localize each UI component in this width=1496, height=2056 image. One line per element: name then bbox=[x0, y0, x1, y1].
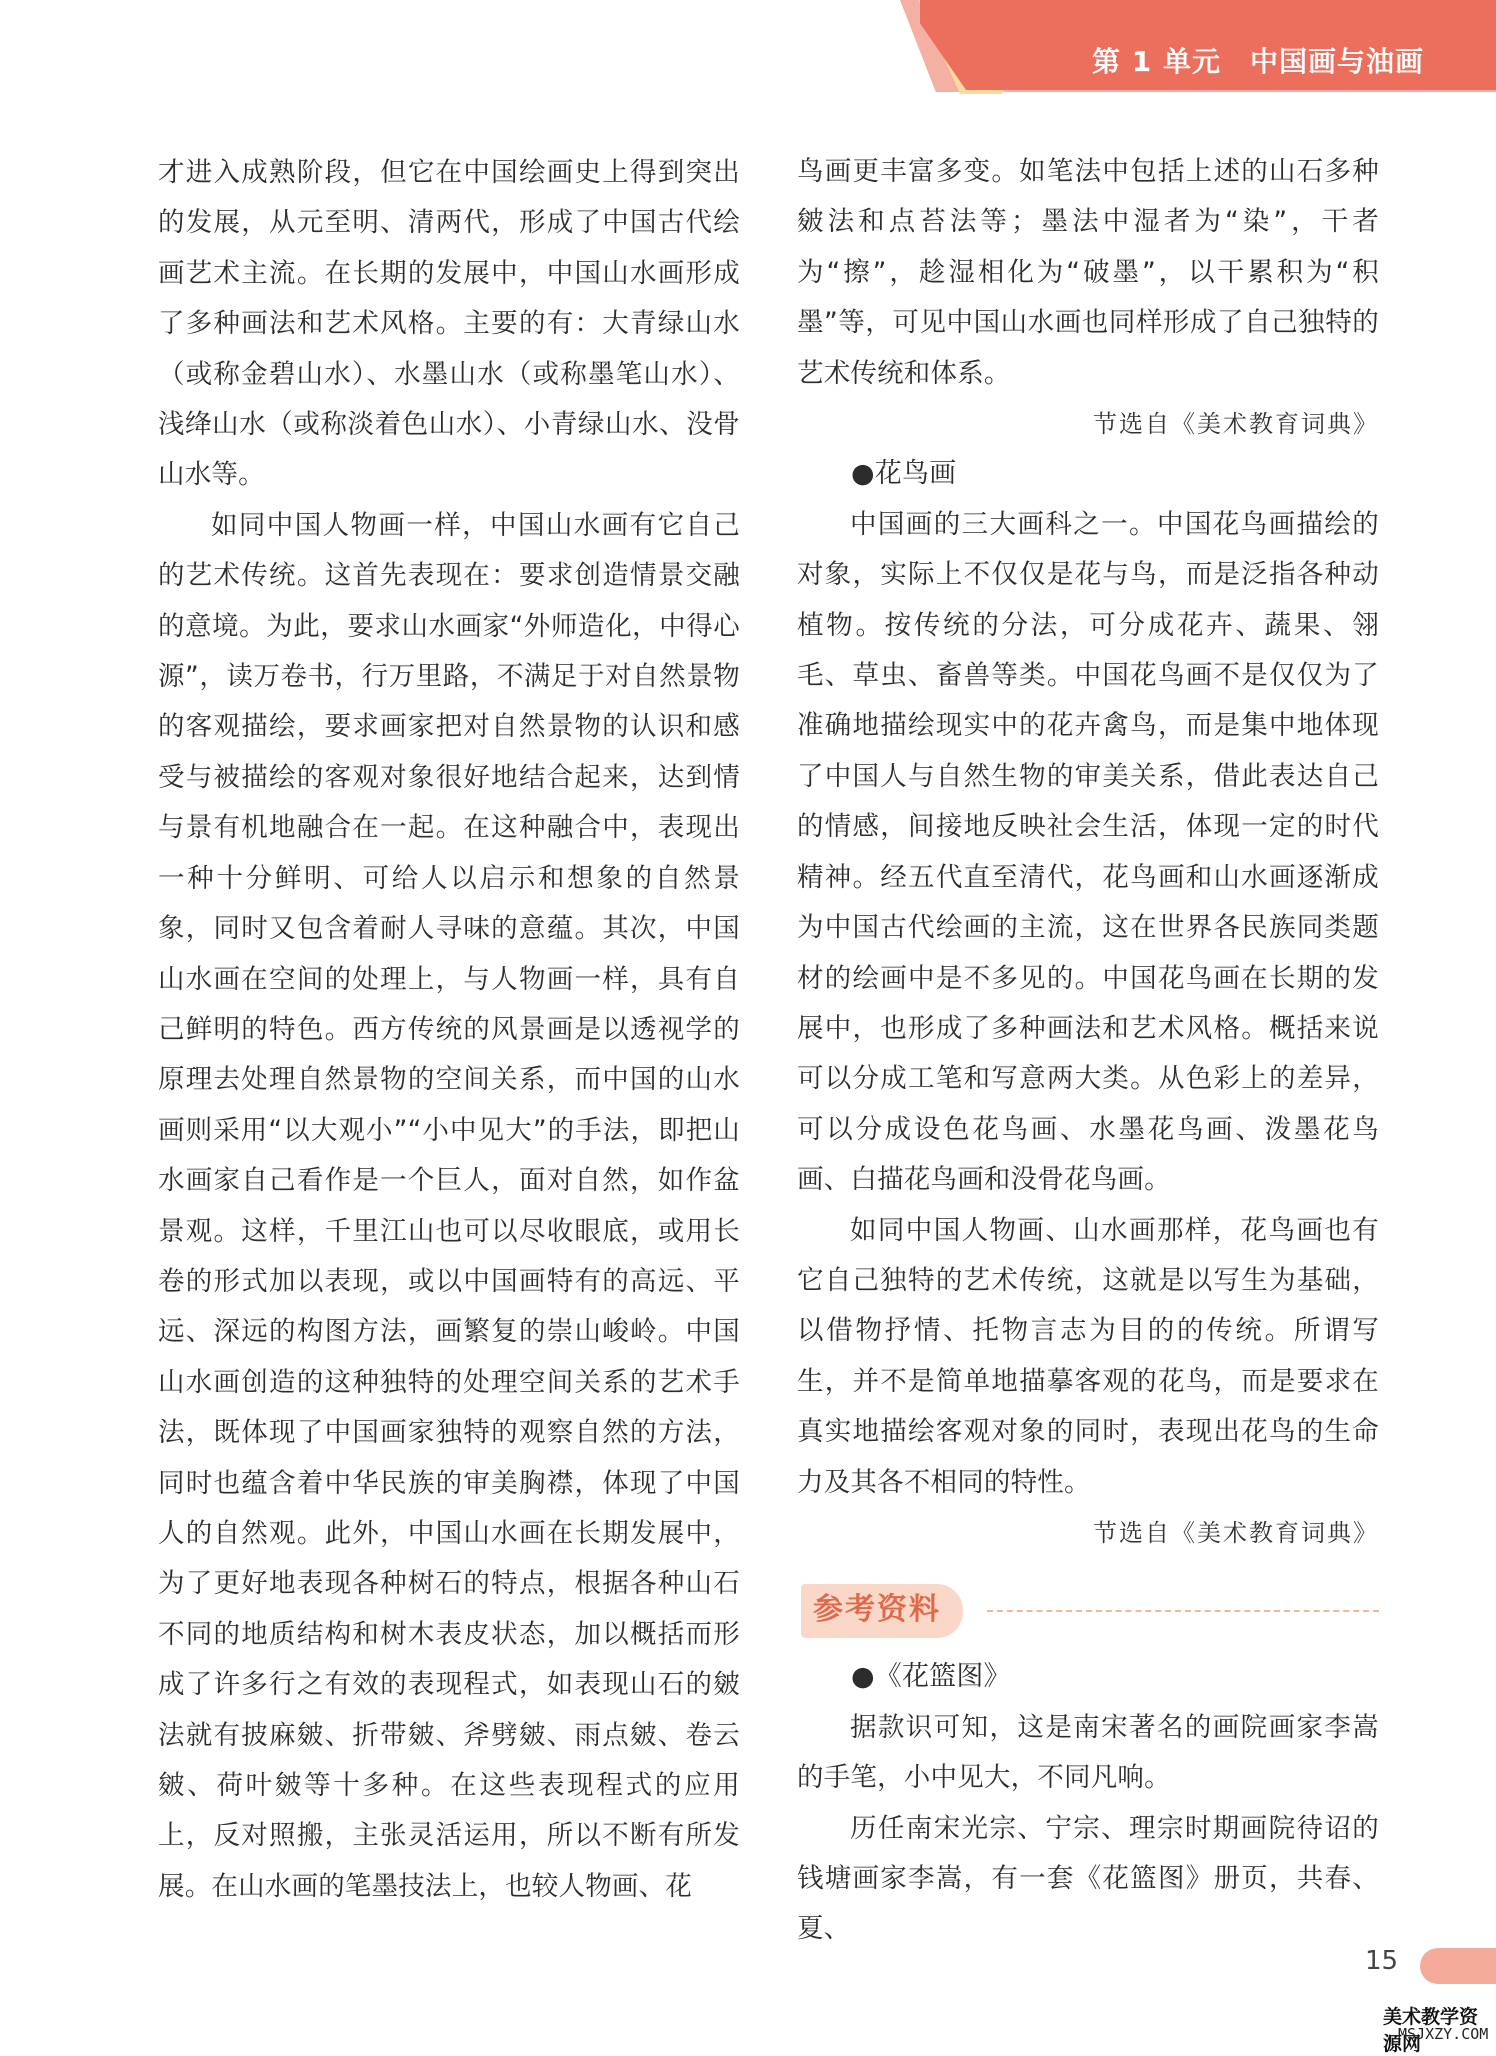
paragraph: 如同中国人物画、山水画那样，花鸟画也有它自己独特的艺术传统，这就是以写生为基础，以借物抒情、托物言志为目的的传统。所谓写生，并不是简单地描摹客观的花鸟，而是要求在真实地描绘客观对象的同时，表现出花鸟的生命力及其各不相同的特性。 bbox=[797, 1214, 1379, 1498]
paragraph: 如同中国人物画一样，中国山水画有它自己的艺术传统。这首先表现在：要求创造情景交融的意境。为此，要求山水画家“外师造化，中得心源”，读万卷书，行万里路，不满足于对自然景物的客观描绘，要求画家把对自然景物的认识和感受与被描绘的客观对象很好地结合起来，达到情与景有机地融合在一起。在这种融合中，表现出一种十分鲜明、可给人以启示和想象的自然景象，同时又包含着耐人寻味的意蕴。其次，中国山水画在空间的处理上，与人物画一样，具有自己鲜明的特色。西方传统的风景画是以透视学的原理去处理自然景物的空间关系，而中国的山水画则采用“以大观小”“小中见大”的手法，即把山水画家自己看作是一个巨人，面对自然，如作盆景观。这样，千里江山也可以尽收眼底，或用长卷的形式加以表现，或以中国画特有的高远、平远、深远的构图方法，画繁复的崇山峻岭。中国山水画创造的这种独特的处理空间关系的艺术手法，既体现了中国画家独特的观察自然的方法，同时也蕴含着中华民族的审美胸襟，体现了中国人的自然观。此外，中国山水画在长期发展中，为了更好地表现各种树石的特点，根据各种山石不同的地质结构和树木表皮状态，加以概括而形成了许多行之有效的表现程式，如表现山石的皴法就有披麻皴、折带皴、斧劈皴、雨点皴、卷云皴、荷叶皴等十多种。在这些表现程式的应用上，反对照搬，主张灵活运用，所以不断有所发展。在山水画的笔墨技法上，也较人物画、花 bbox=[158, 509, 740, 1902]
right-column bbox=[797, 147, 1379, 1955]
source-citation: 节选自《美术教育词典》 bbox=[1093, 1518, 1379, 1547]
reference-label: 参考资料 bbox=[801, 1584, 963, 1638]
reference-section-header bbox=[797, 1574, 1379, 1652]
paragraph: 历任南宋光宗、宁宗、理宗时期画院待诏的钱塘画家李嵩，有一套《花篮图》册页，共春、夏、 bbox=[797, 1812, 1379, 1945]
paragraph: 中国画的三大画科之一。中国花鸟画描绘的对象，实际上不仅仅是花与鸟，而是泛指各种动植物。按传统的分法，可分成花卉、蔬果、翎毛、草虫、畜兽等类。中国花鸟画不是仅仅为了准确地描绘现实中的花卉禽鸟，而是集中地体现了中国人与自然生物的审美关系，借此表达自己的情感，间接地反映社会生活，体现一定的时代精神。经五代直至清代，花鸟画和山水画逐渐成为中国古代绘画的主流，这在世界各民族同类题材的绘画中是不多见的。中国花鸟画在长期的发展中，也形成了多种画法和艺术风格。概括来说可以分成工笔和写意两大类。从色彩上的差异，可以分成设色花鸟画、水墨花鸟画、泼墨花鸟画、白描花鸟画和没骨花鸟画。 bbox=[797, 508, 1379, 1196]
page-number: 15 bbox=[1365, 1946, 1399, 1976]
left-column bbox=[158, 148, 740, 1912]
section-heading-flower-bird: ●花鸟画 bbox=[851, 458, 957, 490]
watermark-url: MSJXZY.COM bbox=[1398, 2025, 1489, 2043]
paragraph: 鸟画更丰富多变。如笔法中包括上述的山石多种皴法和点苔法等；墨法中湿者为“染”，干者为“擦”，趁湿相化为“破墨”，以干累积为“积墨”等，可见中国山水画也同样形成了自己独特的艺术传统和体系。 bbox=[797, 156, 1379, 389]
paragraph: 才进入成熟阶段，但它在中国绘画史上得到突出的发展，从元至明、清两代，形成了中国古代绘画艺术主流。在长期的发展中，中国山水画形成了多种画法和艺术风格。主要的有：大青绿山水（或称金碧山水）、水墨山水（或称墨笔山水）、浅绛山水（或称淡着色山水）、小青绿山水、没骨山水等。 bbox=[158, 157, 740, 491]
watermark-name: 美术教学资源网 bbox=[1383, 2006, 1479, 2055]
page-tab-decoration bbox=[1420, 1948, 1496, 1984]
unit-title: 第 1 单元 中国画与油画 bbox=[1092, 45, 1424, 78]
section-heading-basket: ●《花篮图》 bbox=[851, 1661, 1011, 1693]
paragraph: 据款识可知，这是南宋著名的画院画家李嵩的手笔，小中见大，不同凡响。 bbox=[797, 1711, 1379, 1794]
source-citation: 节选自《美术教育词典》 bbox=[1093, 410, 1379, 439]
dashed-divider bbox=[987, 1610, 1379, 1612]
